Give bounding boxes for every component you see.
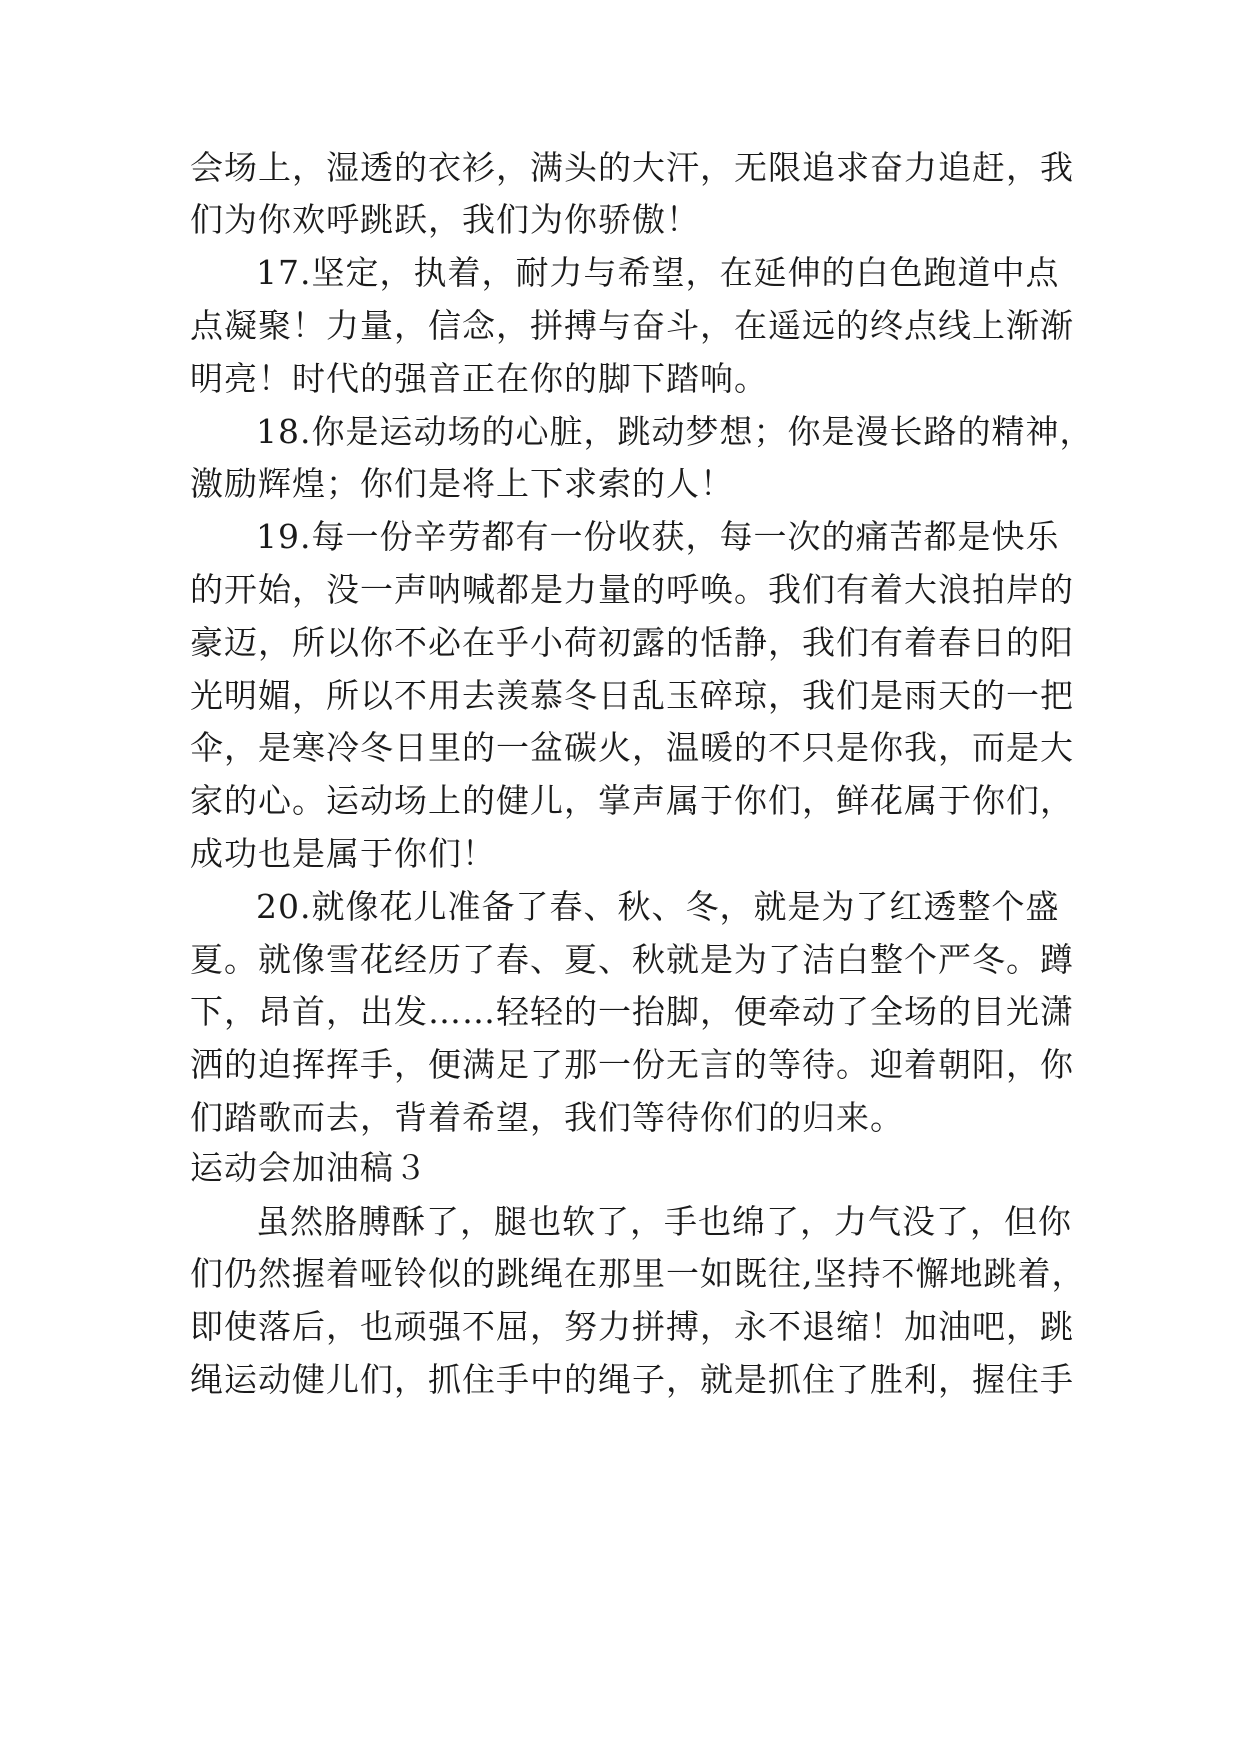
text-line: 家的心。运动场上的健儿，掌声属于你们，鲜花属于你们， xyxy=(190,781,1074,820)
paragraph-20-start: 20.就像花儿准备了春、秋、冬，就是为了红透整个盛 xyxy=(256,887,1060,926)
text-line: 光明媚，所以不用去羡慕冬日乱玉碎琼，我们是雨天的一把 xyxy=(190,676,1074,715)
paragraph-18-start: 18.你是运动场的心脏，跳动梦想；你是漫长路的精神， xyxy=(256,412,1094,451)
text-line: 们踏歌而去，背着希望，我们等待你们的归来。 xyxy=(190,1098,904,1137)
text-line: 下，昂首，出发……轻轻的一抬脚，便牵动了全场的目光潇 xyxy=(190,992,1074,1031)
text-line: 豪迈，所以你不必在乎小荷初露的恬静，我们有着春日的阳 xyxy=(190,623,1074,662)
paragraph-start: 虽然胳膊酥了，腿也软了，手也绵了，力气没了，但你 xyxy=(256,1202,1072,1241)
text-line: 即使落后，也顽强不屈，努力拼搏，永不退缩！加油吧，跳 xyxy=(190,1307,1074,1346)
text-line: 们仍然握着哑铃似的跳绳在那里一如既往,坚持不懈地跳着， xyxy=(190,1254,1086,1293)
text-line: 夏。就像雪花经历了春、夏、秋就是为了洁白整个严冬。蹲 xyxy=(190,940,1074,979)
text-line: 洒的迫挥挥手，便满足了那一份无言的等待。迎着朝阳，你 xyxy=(190,1045,1074,1084)
paragraph-19-start: 19.每一份辛劳都有一份收获，每一次的痛苦都是快乐 xyxy=(256,517,1060,556)
text-line: 伞，是寒冷冬日里的一盆碳火，温暖的不只是你我，而是大 xyxy=(190,728,1074,767)
section-heading: 运动会加油稿３ xyxy=(190,1148,428,1187)
text-line: 会场上，湿透的衣衫，满头的大汗，无限追求奋力追赶，我 xyxy=(190,148,1074,187)
text-line: 明亮！时代的强音正在你的脚下踏响。 xyxy=(190,359,768,398)
text-line: 的开始，没一声呐喊都是力量的呼唤。我们有着大浪拍岸的 xyxy=(190,570,1074,609)
text-line: 点凝聚！力量，信念，拼搏与奋斗，在遥远的终点线上渐渐 xyxy=(190,306,1074,345)
text-line: 成功也是属于你们！ xyxy=(190,834,496,873)
text-line: 们为你欢呼跳跃，我们为你骄傲！ xyxy=(190,200,700,239)
text-line: 绳运动健儿们，抓住手中的绳子，就是抓住了胜利，握住手 xyxy=(190,1360,1074,1399)
paragraph-17-start: 17.坚定，执着，耐力与希望，在延伸的白色跑道中点 xyxy=(256,253,1060,292)
text-line: 激励辉煌；你们是将上下求索的人！ xyxy=(190,464,734,503)
